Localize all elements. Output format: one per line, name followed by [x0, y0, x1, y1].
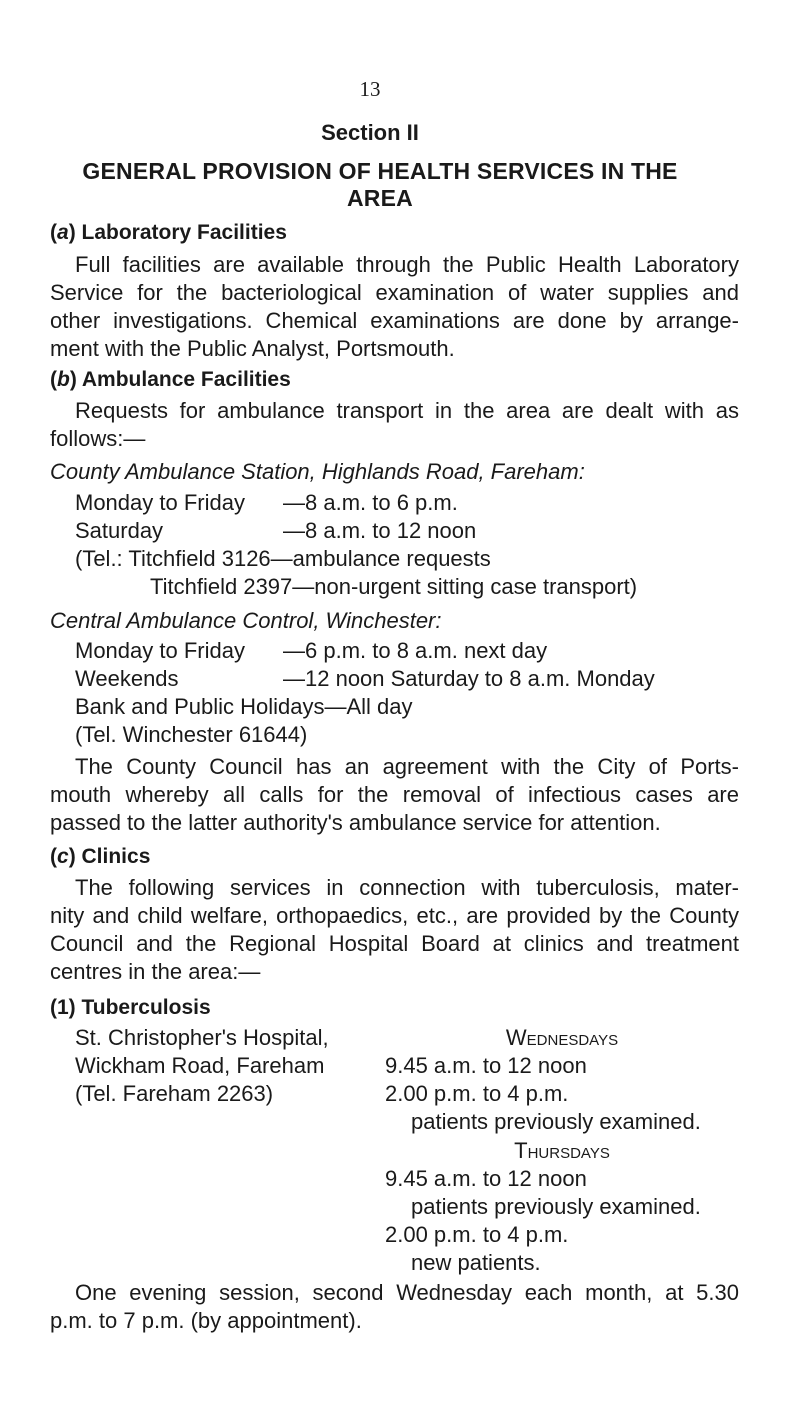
tb-heading: (1) Tuberculosis [50, 996, 211, 1019]
central-row-1-day: Monday to Friday [75, 638, 245, 663]
thursday-line-3: 2.00 p.m. to 4 p.m. [385, 1222, 569, 1247]
central-row-2-day: Weekends [75, 666, 179, 691]
central-row-2-hours: —12 noon Saturday to 8 a.m. Monday [283, 666, 655, 691]
clinics-heading: (c) Clinics [50, 845, 151, 868]
evening-line-2: p.m. to 7 p.m. (by appointment). [50, 1308, 362, 1333]
page-number: 13 [359, 77, 381, 101]
page-title-line-1: GENERAL PROVISION OF HEALTH SERVICES IN THE [82, 158, 678, 184]
section-label: Section II [321, 120, 419, 145]
lab-heading: (a) Laboratory Facilities [50, 221, 287, 244]
evening-line-1: One evening session, second Wednesday each month, at 5.30 [75, 1280, 739, 1305]
lab-letter: a [57, 221, 69, 244]
lab-line-3: other investigations. Chemical examinations are done by arrange- [50, 308, 739, 333]
ambulance-intro-2: follows:— [50, 426, 146, 451]
wednesday-line-2: 2.00 p.m. to 4 p.m. [385, 1081, 569, 1106]
ambulance-heading-text: Ambulance Facilities [81, 368, 291, 391]
tb-address-1: St. Christopher's Hospital, [75, 1025, 329, 1050]
thursday-line-4: new patients. [411, 1250, 541, 1275]
agreement-line-1: The County Council has an agreement with the City of Ports- [75, 754, 739, 779]
clinics-letter: c [57, 845, 69, 868]
county-station-heading: County Ambulance Station, Highlands Road, Fareham: [50, 459, 585, 484]
ambulance-intro-1: Requests for ambulance transport in the area are dealt with as [75, 398, 739, 423]
agreement-line-2: mouth whereby all calls for the removal of infectious cases are [50, 782, 739, 807]
ambulance-letter: b [57, 368, 70, 391]
clinics-line-3: Council and the Regional Hospital Board at clinics and treatment [50, 931, 739, 956]
clinics-line-4: centres in the area:— [50, 959, 261, 984]
clinics-heading-text: Clinics [81, 845, 151, 868]
county-row-1-hours: —8 a.m. to 6 p.m. [283, 490, 458, 515]
county-tel-2: Titchfield 2397—non-urgent sitting case transport) [150, 574, 638, 599]
tb-address-2: Wickham Road, Fareham [75, 1053, 325, 1078]
lab-line-4: ment with the Public Analyst, Portsmouth. [50, 336, 455, 361]
county-row-2-hours: —8 a.m. to 12 noon [283, 518, 477, 543]
lab-heading-text: Laboratory Facilities [81, 221, 287, 244]
county-tel-1: (Tel.: Titchfield 3126—ambulance requests [75, 546, 491, 571]
county-row-1-day: Monday to Friday [75, 490, 245, 515]
thursdays-label: Thursdays [514, 1138, 610, 1163]
clinics-line-2: nity and child welfare, orthopaedics, etc., are provided by the County [50, 903, 739, 928]
central-row-1-hours: —6 p.m. to 8 a.m. next day [283, 638, 548, 663]
lab-line-1: Full facilities are available through the Public Health Laboratory [75, 252, 739, 277]
ambulance-heading: (b) Ambulance Facilities [50, 368, 291, 391]
wednesday-line-1: 9.45 a.m. to 12 noon [385, 1053, 587, 1078]
tb-address-3: (Tel. Fareham 2263) [75, 1081, 274, 1106]
agreement-line-3: passed to the latter authority's ambulance service for attention. [50, 810, 661, 835]
central-tel: (Tel. Winchester 61644) [75, 722, 308, 747]
page-title-line-2: AREA [347, 185, 413, 211]
wednesdays-label: Wednesdays [505, 1025, 619, 1050]
wednesday-line-3: patients previously examined. [411, 1109, 701, 1134]
central-bank-holidays: Bank and Public Holidays—All day [75, 694, 413, 719]
thursday-line-1: 9.45 a.m. to 12 noon [385, 1166, 587, 1191]
thursday-line-2: patients previously examined. [411, 1194, 701, 1219]
county-row-2-day: Saturday [75, 518, 164, 543]
clinics-line-1: The following services in connection with tuberculosis, mater- [75, 875, 739, 900]
lab-line-2: Service for the bacteriological examination of water supplies and [50, 280, 739, 305]
central-control-heading: Central Ambulance Control, Winchester: [50, 608, 442, 633]
